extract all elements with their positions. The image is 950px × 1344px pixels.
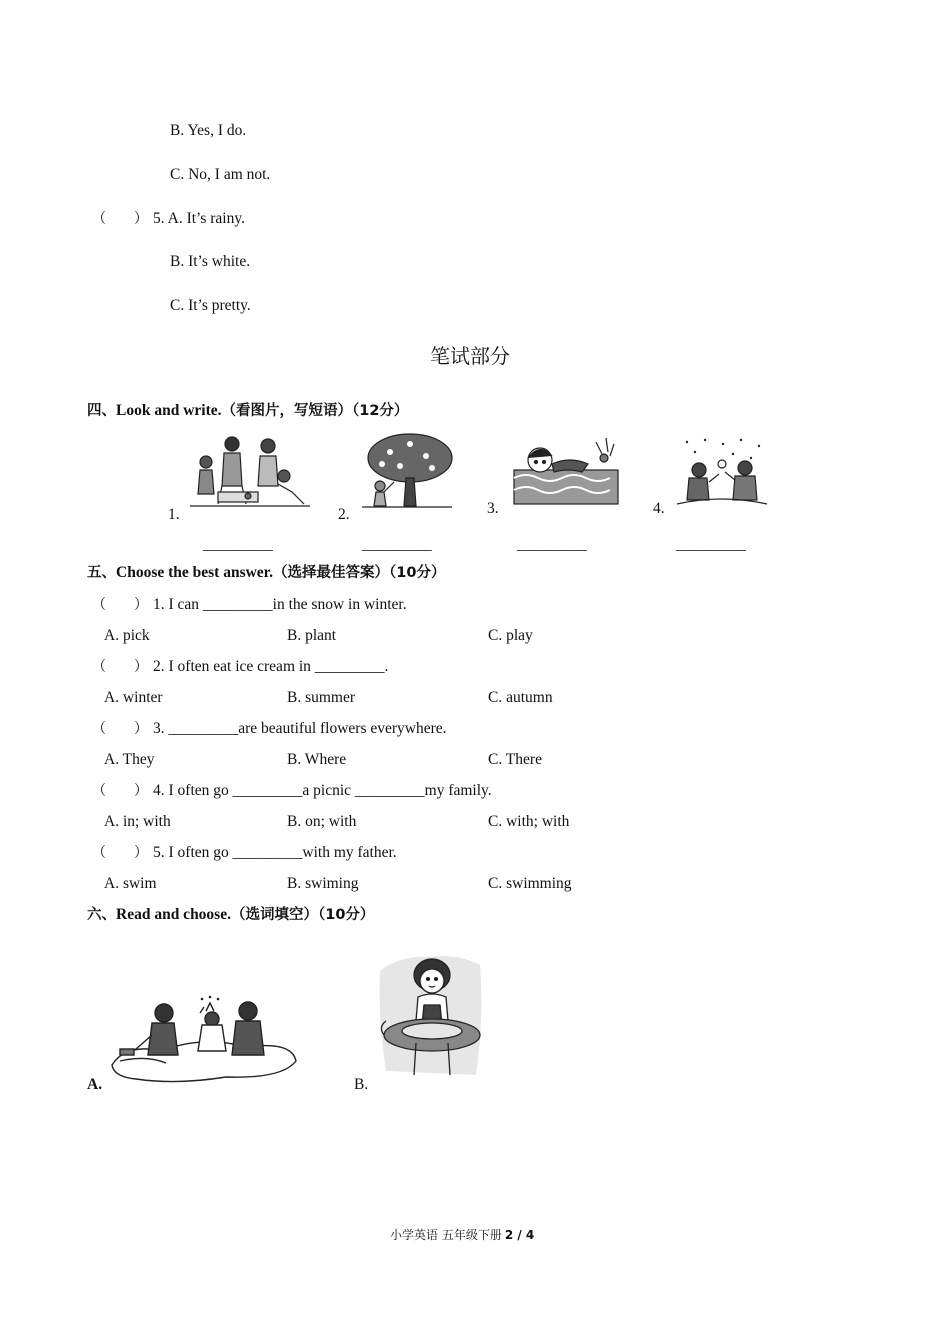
- section4-item1-num: 1.: [168, 506, 180, 523]
- q3-option-a: A. They: [104, 751, 155, 768]
- page-number: 2 / 4: [504, 1228, 535, 1242]
- q2-option-a: A. winter: [104, 689, 163, 706]
- q1-option-c: C. play: [488, 627, 533, 644]
- q2-option-b: B. summer: [287, 689, 356, 706]
- section6-heading: [87, 905, 374, 925]
- written-section-title: 笔试部分: [430, 344, 510, 368]
- q2-stem: 2. I often eat ice cream in _________.: [153, 658, 389, 675]
- q2-option-c: C. autumn: [488, 689, 553, 706]
- section4-item3-blank: _________: [517, 536, 587, 553]
- section6-title-en: Read and choose.: [116, 906, 231, 923]
- q5b-option-b: B. swiming: [287, 875, 359, 892]
- girl-swim-ring-picture: [376, 951, 486, 1083]
- q5-option-b: B. It’s white.: [170, 253, 251, 270]
- q3-option-c: C. There: [488, 751, 542, 768]
- section4-item3-num: 3.: [487, 500, 499, 517]
- q3-stem: 3. _________are beautiful flowers everywhere.: [153, 720, 447, 737]
- q5-stem: 5. A. It’s rainy.: [153, 210, 245, 227]
- footer-text: 小学英语 五年级下册: [390, 1228, 502, 1242]
- family-picnic-picture: [188, 434, 312, 512]
- section4-item4-num: 4.: [653, 500, 665, 517]
- q3-option-b: B. Where: [287, 751, 347, 768]
- q4-stem: 4. I often go _________a picnic _________my family.: [153, 782, 492, 799]
- q5b-option-c: C. swimming: [488, 875, 572, 892]
- making-snowman-picture: [106, 995, 302, 1087]
- section5-heading: [87, 563, 445, 583]
- section5-title-en: Choose the best answer.: [116, 564, 274, 581]
- section4-item2-num: 2.: [338, 506, 350, 523]
- section6-title-cn: （选词填空）（10分）: [230, 907, 375, 923]
- section4-heading: [87, 401, 408, 421]
- q1-paren: （ ）: [92, 597, 148, 613]
- section4-item4-blank: _________: [676, 536, 746, 553]
- q2-paren: （ ）: [92, 659, 148, 675]
- q4-option-b: B. on; with: [287, 813, 357, 830]
- q1-option-b: B. plant: [287, 627, 337, 644]
- snowball-fight-picture: [675, 436, 769, 508]
- q5b-stem: 5. I often go _________with my father.: [153, 844, 397, 861]
- section4-title-cn: （看图片，写短语）（12分）: [221, 403, 409, 419]
- q4-option-a: A. in; with: [104, 813, 171, 830]
- section5-number: 五、: [87, 565, 116, 581]
- q1-stem: 1. I can _________in the snow in winter.: [153, 596, 407, 613]
- section4-item1-blank: _________: [203, 536, 273, 553]
- q4-option-c: C. No, I am not.: [170, 166, 271, 183]
- q4-option-b: B. Yes, I do.: [170, 122, 247, 139]
- section4-title-en: Look and write.: [116, 402, 222, 419]
- section5-title-cn: （选择最佳答案）（10分）: [273, 565, 446, 581]
- swimming-picture: [510, 432, 620, 506]
- q4-option-c: C. with; with: [488, 813, 570, 830]
- q4-paren: （ ）: [92, 783, 148, 799]
- picking-apples-picture: [360, 430, 454, 510]
- q5-paren: （ ）: [92, 211, 148, 227]
- section6-number: 六、: [87, 907, 116, 923]
- q3-paren: （ ）: [92, 721, 148, 737]
- q5b-paren: （ ）: [92, 845, 148, 861]
- page-footer: [390, 1225, 534, 1245]
- section4-item2-blank: _________: [362, 536, 432, 553]
- picture-a-label: A.: [87, 1076, 103, 1093]
- picture-b-label: B.: [354, 1076, 369, 1093]
- q5b-option-a: A. swim: [104, 875, 157, 892]
- q1-option-a: A. pick: [104, 627, 150, 644]
- section4-number: 四、: [87, 403, 116, 419]
- q5-option-c: C. It’s pretty.: [170, 297, 251, 314]
